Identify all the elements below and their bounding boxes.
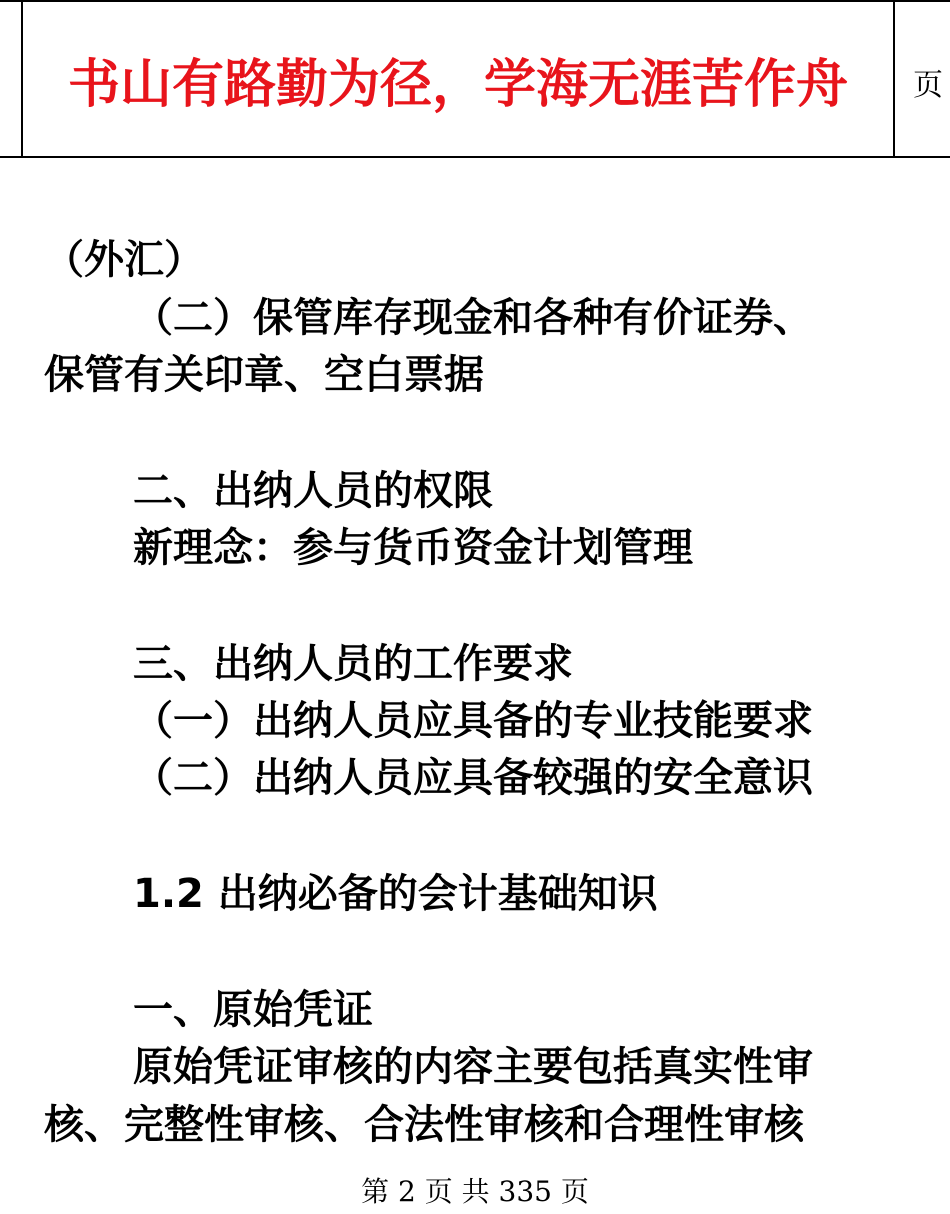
text-line: （外汇） xyxy=(44,237,204,283)
section-heading: 一、原始凭证 xyxy=(133,987,373,1033)
header-motto: 书山有路勤为径，学海无涯苦作舟 xyxy=(67,54,848,115)
text-line: （二）保管库存现金和各种有价证券、 xyxy=(133,295,813,341)
header-divider-right xyxy=(893,2,895,158)
text-line: 新理念：参与货币资金计划管理 xyxy=(133,525,693,571)
text-line: 核、完整性审核、合法性审核和合理性审核 xyxy=(44,1102,804,1148)
header-page-fragment: 页 xyxy=(913,68,943,103)
header-bar xyxy=(0,0,950,158)
page-footer: 第 2 页 共 335 页 xyxy=(361,1175,589,1208)
section-heading: 三、出纳人员的工作要求 xyxy=(133,641,573,687)
text-line: （一）出纳人员应具备的专业技能要求 xyxy=(133,698,813,744)
text-line: 保管有关印章、空白票据 xyxy=(44,352,484,398)
section-heading: 二、出纳人员的权限 xyxy=(133,468,493,514)
text-line: （二）出纳人员应具备较强的安全意识 xyxy=(133,755,813,801)
text-line: 原始凭证审核的内容主要包括真实性审 xyxy=(133,1044,813,1090)
section-heading: 1.2 出纳必备的会计基础知识 xyxy=(133,871,658,917)
